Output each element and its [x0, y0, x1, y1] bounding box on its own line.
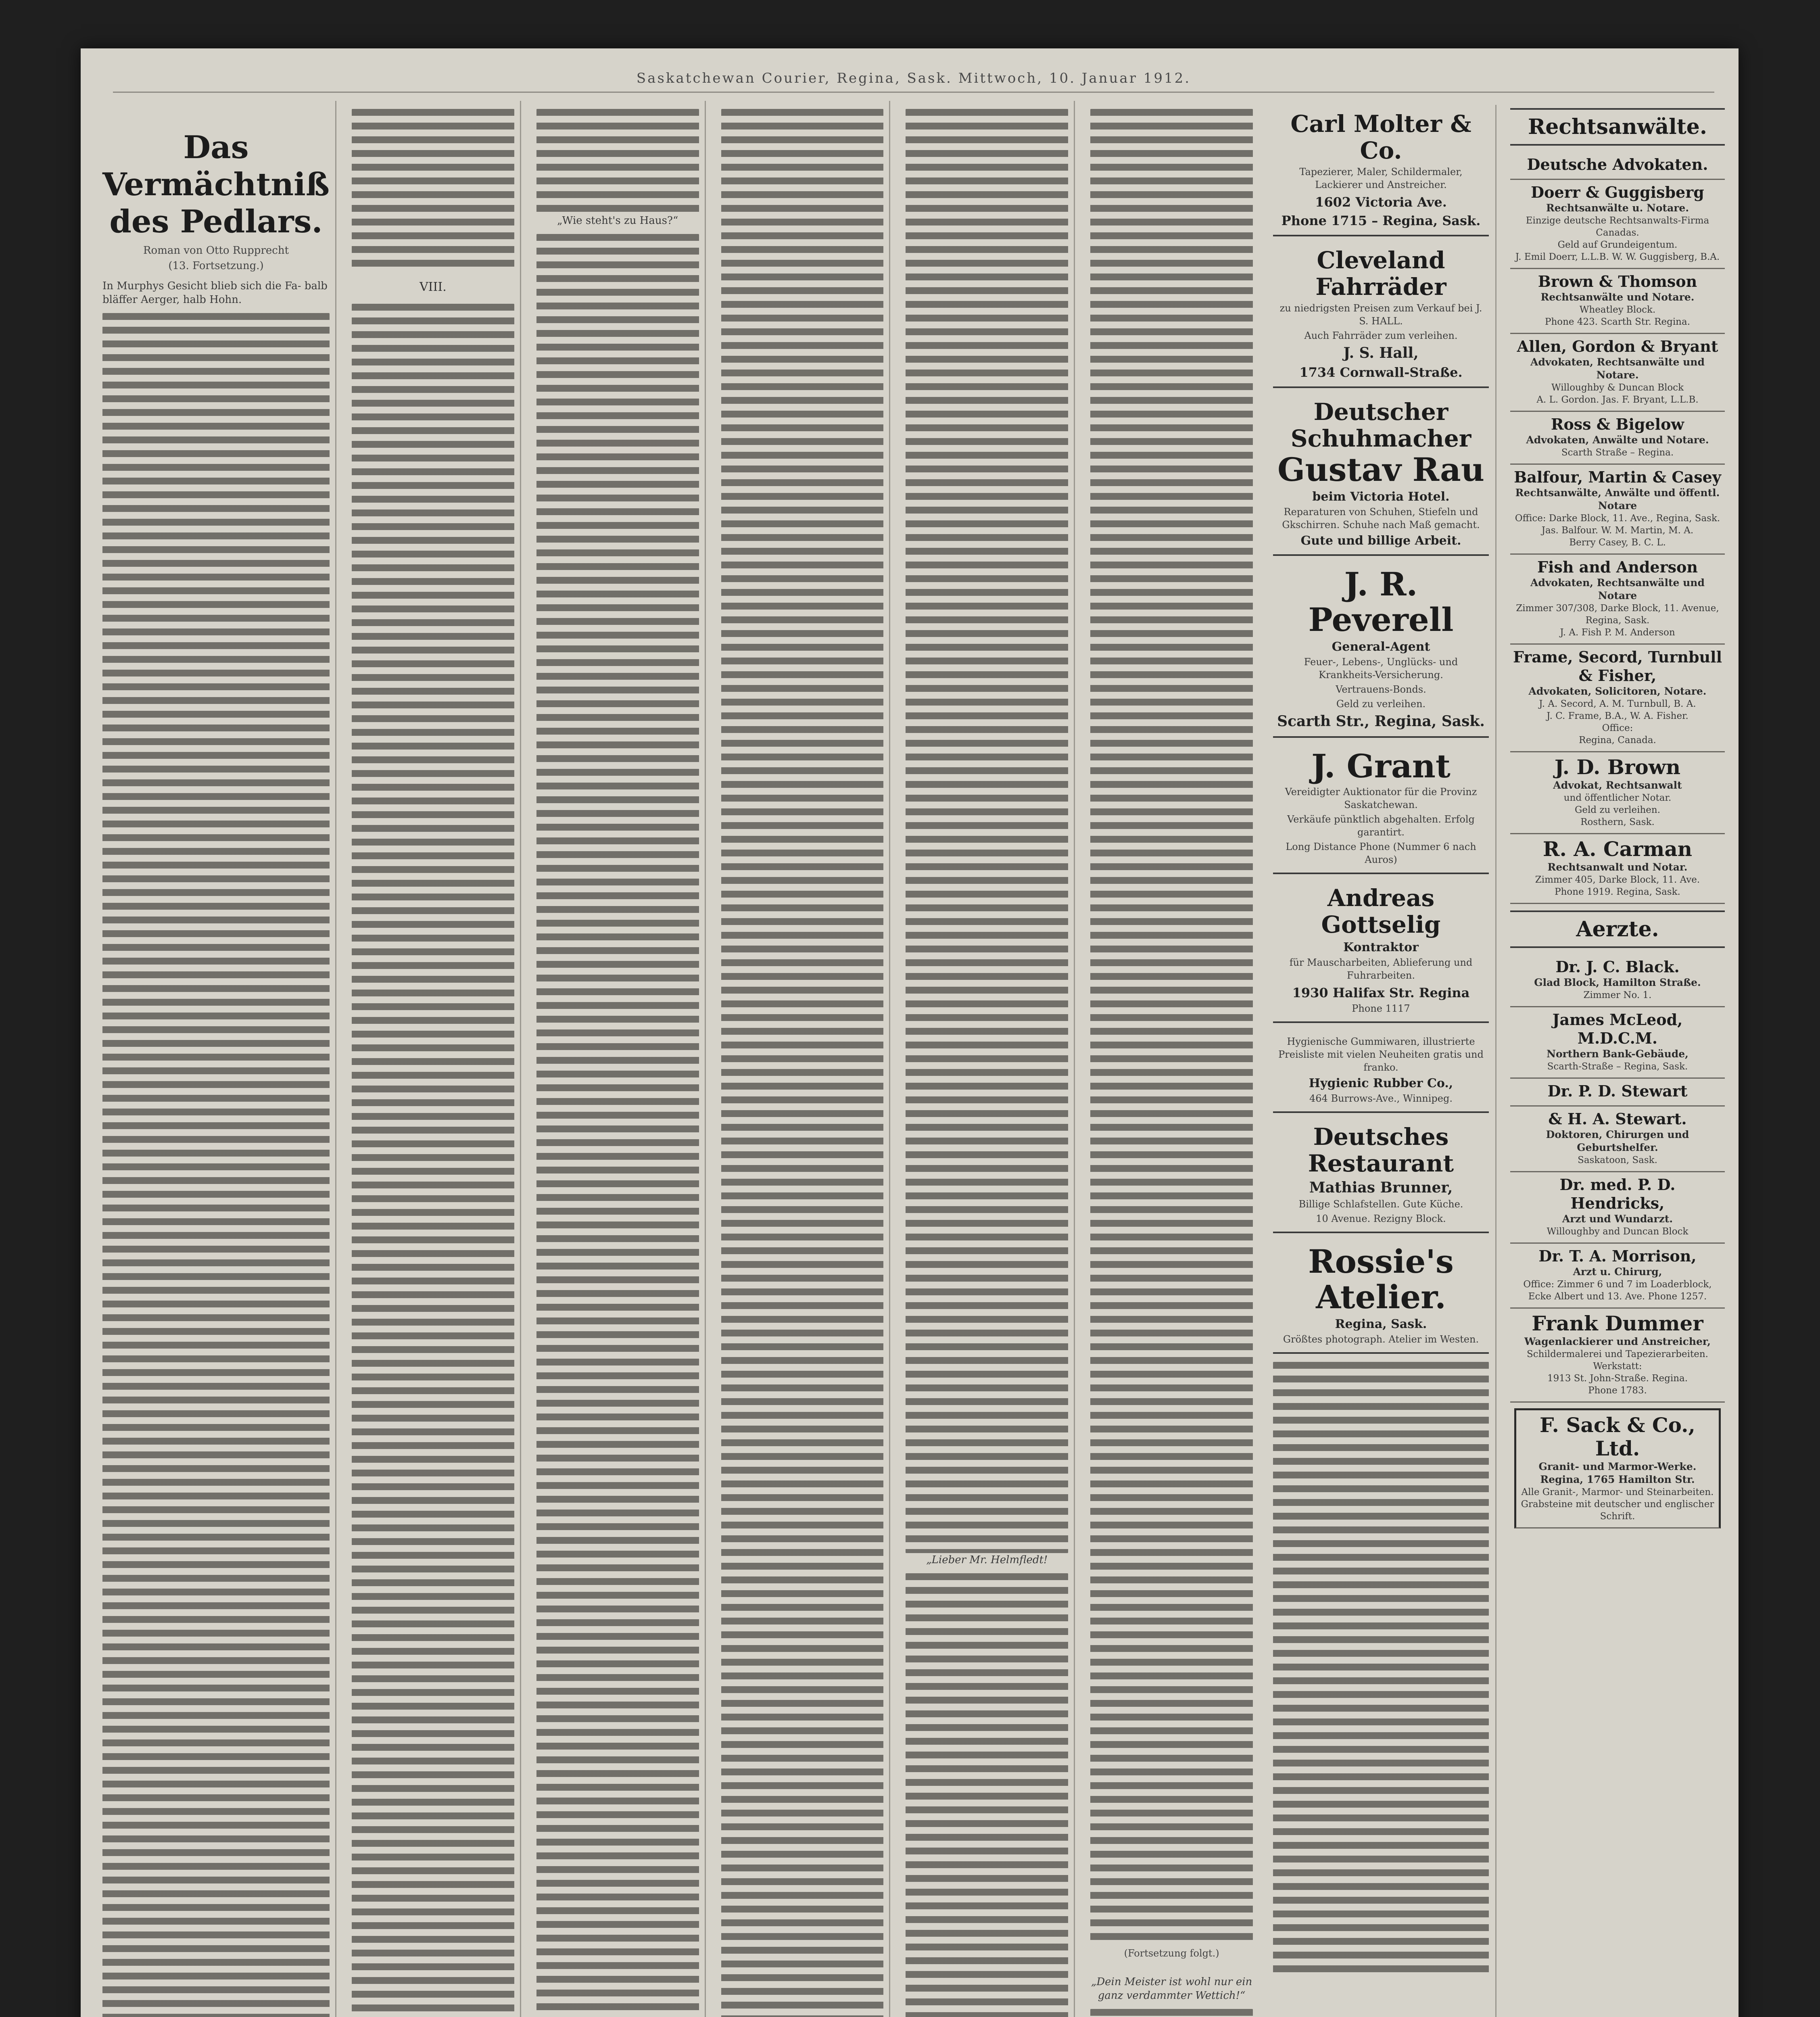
to-be-continued: (Fortsetzung folgt.) [1124, 1948, 1219, 1959]
directory-entry-line: Geld zu verleihen. [1574, 805, 1661, 815]
ad-cleveland-name: Cleveland Fahrräder [1315, 246, 1446, 301]
ad-peverell-desc: Feuer-, Lebens-, Unglücks- und Krankheits-Versicherung. [1304, 656, 1458, 681]
directory-entry-line: Northern Bank-Gebäude, [1547, 1048, 1689, 1060]
directory-entry [1510, 465, 1725, 555]
ad-rossie-name: Rossie's Atelier. [1308, 1242, 1454, 1316]
directory-entry-name: Dr. P. D. Stewart [1547, 1082, 1688, 1100]
directory-entry-line: Scarth-Straße – Regina, Sask. [1547, 1061, 1688, 1072]
directory-entry [1510, 645, 1725, 752]
directory-entry [1510, 152, 1725, 180]
ad-rau-place: beim Victoria Hotel. [1312, 490, 1450, 504]
directory-entry-line: Werkstatt: [1593, 1361, 1642, 1372]
ad-molter-desc: Tapezierer, Maler, Schildermaler, Lackierer und Anstreicher. [1299, 166, 1463, 190]
ad-molter-address: 1602 Victoria Ave. [1315, 194, 1447, 210]
ad-sack [1514, 1408, 1721, 1528]
ad-cleveland-note: Auch Fahrräder zum verleihen. [1304, 330, 1458, 341]
ad-restaurant [1273, 1118, 1489, 1233]
ad-molter-phone: Phone 1715 – Regina, Sask. [1281, 213, 1481, 228]
ad-peverell-bonds: Vertrauens-Bonds. [1336, 684, 1426, 695]
ad-hygienic-firm: Hygienic Rubber Co., [1309, 1076, 1453, 1090]
directory-entry-line: Glad Block, Hamilton Straße. [1534, 977, 1701, 988]
ad-hygienic-text: Hygienische Gummiwaren, illustrierte Preisliste mit vielen Neuheiten gratis und franko. [1278, 1036, 1484, 1073]
directory-entry-line: Regina, Canada. [1579, 735, 1656, 745]
quote-question: „Wie steht's zu Haus?“ [557, 215, 678, 227]
column-2-text-top [352, 109, 514, 270]
ad-restaurant-address: 10 Avenue. Rezigny Block. [1316, 1213, 1446, 1224]
directory-entry-line: Rechtsanwälte und Notare. [1540, 291, 1695, 303]
directory-entry-line: und öffentlicher Notar. [1563, 793, 1672, 803]
ad-hygienic-address: 464 Burrows-Ave., Winnipeg. [1309, 1093, 1453, 1104]
directory-entry [1510, 1244, 1725, 1309]
column-2-text [352, 304, 514, 2017]
directory-entry-line: Rechtsanwalt und Notar. [1547, 861, 1688, 873]
directory-entry-line: Zimmer 405, Darke Block, 11. Ave. [1535, 875, 1700, 885]
column-5 [900, 101, 1075, 2017]
ad-gottselig [1273, 879, 1489, 1023]
directory-entry-line: Einzige deutsche Rechtsanwalts-Firma Canadas. [1526, 215, 1709, 238]
ad-gottselig-address: 1930 Halifax Str. Regina [1292, 985, 1470, 1000]
directory-entry [1510, 1172, 1725, 1244]
ad-gottselig-desc: für Mauscharbeiten, Ablieferung und Fuhrarbeiten. [1289, 957, 1473, 981]
directory-entry-line: Office: Zimmer 6 und 7 im Loaderblock, Ecke Albert und 13. Ave. Phone 1257. [1523, 1279, 1712, 1302]
column-3 [531, 101, 706, 2017]
serial-title [102, 129, 330, 240]
directory-entry [1510, 752, 1725, 834]
ad-peverell-money: Geld zu verleihen. [1336, 698, 1426, 710]
ad-rossie [1273, 1238, 1489, 1354]
doctors-list [1510, 954, 1725, 1403]
newspaper-page [81, 48, 1739, 2017]
directory-entry [1510, 269, 1725, 334]
ad-cleveland-sign: J. S. Hall, [1343, 345, 1419, 361]
column-6 [1085, 101, 1259, 2017]
body-columns [97, 101, 1259, 2017]
directory-entry-line: Scarth Straße – Regina. [1561, 447, 1674, 458]
column-3-text-top [536, 109, 699, 214]
ads-column-text [1273, 1362, 1489, 1975]
directory-entry-line: Saskatoon, Sask. [1578, 1155, 1657, 1165]
column-3-text [536, 234, 699, 2017]
ad-cleveland-desc: zu niedrigsten Preisen zum Verkauf bei J. S. HALL. [1279, 303, 1482, 327]
ad-hygienic [1273, 1028, 1489, 1113]
serial-byline: Roman von Otto Rupprecht [143, 244, 289, 257]
doctors-heading: Aerzte. [1510, 910, 1725, 948]
directory-entry-line: Phone 1919. Regina, Sask. [1555, 887, 1680, 897]
directory-entry-name: Frame, Secord, Turnbull & Fisher, [1513, 648, 1722, 685]
ads-column [1267, 105, 1496, 2017]
ad-sack-address: Regina, 1765 Hamilton Str. [1540, 1474, 1695, 1485]
directory-entry-line: Advokaten, Solicitoren, Notare. [1528, 685, 1707, 697]
serial-title-line1: Das Vermächtniß [102, 129, 330, 203]
directory-entry-name: Fish and Anderson [1537, 558, 1698, 576]
lawyers-list [1510, 152, 1725, 904]
directory-entry-name: & H. A. Stewart. [1548, 1110, 1687, 1128]
directory-entry [1510, 555, 1725, 645]
column-5-text-top [906, 109, 1068, 1553]
directory-entry-name: Dr. T. A. Morrison, [1538, 1247, 1697, 1265]
directory-entry [1510, 1007, 1725, 1079]
column-4-text [721, 109, 884, 2017]
directory-entry [1510, 834, 1725, 904]
ad-sack-lines: Alle Granit-, Marmor- und Steinarbeiten. [1521, 1487, 1714, 1497]
directory-entry-line: Zimmer 307/308, Darke Block, 11. Avenue, [1516, 603, 1719, 614]
ad-restaurant-owner: Mathias Brunner, [1309, 1179, 1453, 1196]
directory-entry-line: Advokat, Rechtsanwalt [1553, 779, 1682, 791]
directory-entry [1510, 1107, 1725, 1172]
directory-entry-line: Arzt u. Chirurg, [1573, 1266, 1662, 1278]
column-5-text [906, 1573, 1068, 2017]
ad-rau-title: Deutscher Schuhmacher [1290, 398, 1471, 452]
directory-entry-name: Deutsche Advokaten. [1527, 155, 1708, 173]
ad-sack-desc: Granit- und Marmor-Werke. [1538, 1461, 1697, 1472]
ad-rossie-desc: Größtes photograph. Atelier im Westen. [1283, 1334, 1479, 1345]
serial-installment: (13. Fortsetzung.) [168, 260, 264, 272]
directory-entry-name: Doerr & Guggisberg [1531, 183, 1704, 201]
directory-entry-line: Arzt und Wundarzt. [1562, 1213, 1673, 1225]
directory-entry-line: Wagenlackierer und Anstreicher, [1524, 1336, 1711, 1347]
directory-entry-line: J. A. Secord, A. M. Turnbull, B. A. [1539, 699, 1696, 709]
running-head: Saskatchewan Courier, Regina, Sask. Mittwoch, 10. Januar 1912. [113, 65, 1714, 93]
directory-entry [1510, 412, 1725, 465]
directory-entry-line: Rechtsanwälte, Anwälte und öffentl. Notare [1515, 487, 1720, 512]
directory-entry [1510, 1079, 1725, 1107]
ad-gottselig-role: Kontraktor [1343, 940, 1419, 954]
ad-molter [1273, 105, 1489, 236]
ad-cleveland-address: 1734 Cornwall-Straße. [1299, 365, 1463, 380]
serial-title-line2: des Pedlars. [109, 203, 323, 240]
directory-entry-line: Wheatley Block. [1579, 305, 1656, 315]
ad-rau [1273, 393, 1489, 556]
column-6-text [1090, 109, 1253, 1940]
ad-peverell [1273, 561, 1489, 738]
directory-entry-name: Ross & Bigelow [1551, 415, 1684, 433]
directory-entry-line: Schildermalerei und Tapezierarbeiten. [1527, 1349, 1708, 1359]
directory-entry-line: Office: [1602, 723, 1633, 733]
ad-rau-name: Gustav Rau [1277, 451, 1484, 489]
directory-entry-line: J. C. Frame, B.A., W. A. Fisher. [1547, 711, 1689, 721]
closing-quote: „Dein Meister ist wohl nur ein ganz verdammter Wettich!“ [1091, 1976, 1252, 2002]
directory-entry-line: Advokaten, Rechtsanwälte und Notare [1530, 577, 1705, 601]
directory-entry-line: Willoughby & Duncan Block [1551, 382, 1684, 393]
ad-restaurant-name: Deutsches Restaurant [1308, 1123, 1454, 1177]
directory-entry [1510, 334, 1725, 412]
ad-restaurant-desc: Billige Schlafstellen. Gute Küche. [1298, 1199, 1463, 1210]
directory-entry [1510, 180, 1725, 269]
directory-entry-line: Rechtsanwälte u. Notare. [1546, 202, 1689, 214]
directory-entry-name: James McLeod, M.D.C.M. [1552, 1011, 1683, 1047]
ad-grant [1273, 743, 1489, 874]
directory-entry-line: Advokaten, Rechtsanwälte und Notare. [1530, 356, 1705, 381]
directory-entry-name: Dr. med. P. D. Hendricks, [1559, 1176, 1676, 1212]
directory-entry-name: Brown & Thomson [1538, 272, 1697, 290]
ad-molter-name: Carl Molter & Co. [1290, 110, 1471, 164]
ad-rau-desc: Reparaturen von Schuhen, Stiefeln und Gkschirren. Schuhe nach Maß gemacht. [1282, 506, 1480, 530]
directory-entry [1510, 1309, 1725, 1403]
ad-cleveland [1273, 241, 1489, 388]
ad-gottselig-name: Andreas Gottselig [1321, 884, 1441, 938]
ad-peverell-role: General-Agent [1332, 640, 1430, 654]
directory-entry-line: Willoughby and Duncan Block [1547, 1226, 1689, 1237]
column-1 [97, 101, 336, 2017]
directory-column [1505, 105, 1730, 2017]
directory-entry-line: 1913 St. John-Straße. Regina. [1547, 1373, 1688, 1384]
directory-entry-line: Doktoren, Chirurgen und Geburtshelfer. [1546, 1129, 1689, 1153]
directory-entry-line: J. Emil Doerr, L.L.B. W. W. Guggisberg, B.A. [1515, 252, 1720, 262]
directory-entry-line: Rosthern, Sask. [1580, 817, 1655, 827]
directory-entry-line: Zimmer No. 1. [1583, 990, 1652, 1000]
ad-grant-phone: Long Distance Phone (Nummer 6 nach Auros) [1286, 841, 1476, 865]
column-6-text-end [1090, 2009, 1253, 2017]
directory-entry-line: Jas. Balfour. W. M. Martin, M. A. [1541, 525, 1694, 536]
column-2 [346, 101, 521, 2017]
directory-entry-name: Frank Dummer [1532, 1311, 1703, 1335]
serial-opening: In Murphys Gesicht blieb sich die Fa- balb bläffer Aerger, halb Hohn. [102, 280, 328, 306]
directory-entry-line: Berry Casey, B. C. L. [1569, 537, 1666, 548]
directory-entry-line: Phone 423. Scarth Str. Regina. [1544, 317, 1691, 327]
directory-entry-name: Balfour, Martin & Casey [1514, 468, 1721, 486]
ad-peverell-name: J. R. Peverell [1308, 565, 1454, 639]
ad-sack-lines2: Grabsteine mit deutscher und englischer Schrift. [1521, 1499, 1714, 1522]
directory-entry-name: J. D. Brown [1554, 755, 1681, 779]
ad-gottselig-phone: Phone 1117 [1352, 1003, 1410, 1014]
directory-entry-line: Phone 1783. [1588, 1385, 1647, 1396]
ad-grant-name: J. Grant [1311, 747, 1451, 785]
column-4 [716, 101, 891, 2017]
directory-entry [1510, 954, 1725, 1007]
section-viii: VIII. [420, 280, 447, 294]
lawyers-heading: Rechtsanwälte. [1510, 108, 1725, 146]
directory-entry-line: Geld auf Grundeigentum. [1557, 240, 1678, 250]
ad-grant-role: Vereidigter Auktionator für die Provinz Saskatchewan. [1285, 786, 1477, 810]
ad-rossie-place: Regina, Sask. [1335, 1317, 1427, 1331]
directory-entry-line: A. L. Gordon. Jas. F. Bryant, L.L.B. [1536, 395, 1699, 405]
ad-sack-name: F. Sack & Co., Ltd. [1540, 1413, 1695, 1460]
directory-entry-name: Allen, Gordon & Bryant [1517, 337, 1718, 355]
column-1-text [102, 313, 330, 2017]
directory-entry-line: J. A. Fish P. M. Anderson [1560, 627, 1675, 638]
ad-rau-tagline: Gute und billige Arbeit. [1300, 534, 1461, 548]
directory-entry-line: Advokaten, Anwälte und Notare. [1526, 434, 1709, 446]
letter-salutation: „Lieber Mr. Helmfledt! [926, 1554, 1048, 1566]
directory-entry-line: Regina, Sask. [1585, 615, 1650, 626]
directory-entry-line: Office: Darke Block, 11. Ave., Regina, Sask. [1515, 513, 1720, 524]
ad-peverell-address: Scarth Str., Regina, Sask. [1277, 713, 1485, 730]
ad-grant-desc: Verkäufe pünktlich abgehalten. Erfolg garantirt. [1287, 814, 1475, 838]
directory-entry-name: Dr. J. C. Black. [1555, 958, 1680, 976]
directory-entry-name: R. A. Carman [1542, 837, 1693, 861]
